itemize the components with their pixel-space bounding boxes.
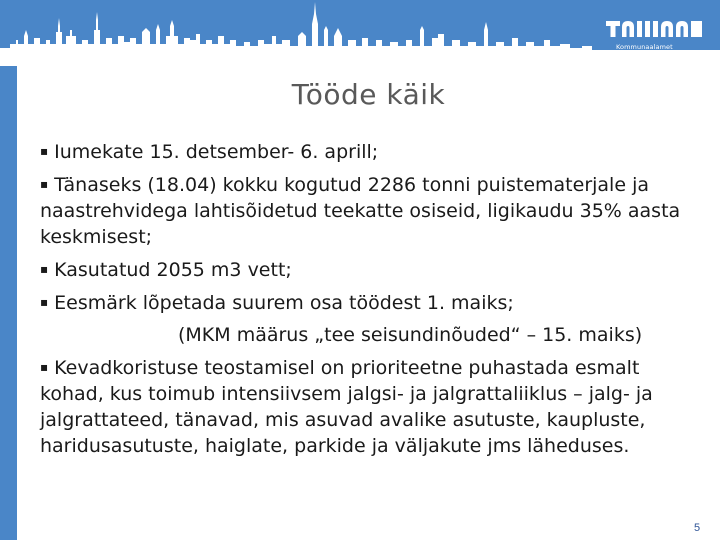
header-banner [0, 0, 720, 66]
tallinn-logo [606, 18, 704, 52]
bullet-text: Tänaseks (18.04) kokku kogutud 2286 tonni puistematerjale ja naastrehvidega lahtisõidetud teekatte osiseid, ligikaudu 35% aasta keskmisest; [40, 174, 681, 248]
department-name: Kommunaalamet [616, 43, 673, 51]
slide-body [40, 138, 705, 465]
bullet-icon: ▪ [40, 177, 49, 191]
bullet-text: Kevadkoristuse teostamisel on prioriteetne puhastada esmalt kohad, kus toimub intensiivsem jalgsi- ja jalgrattaliiklus – jalg- ja jalgrattateed, tänavad, mis asuvad avalike asutuste, kaupluste, haridusasutuste, haiglate, parkide ja väljakute jms läheduses. [40, 357, 653, 457]
bullet-item [40, 289, 705, 316]
bullet-text: Iumekate 15. detsember- 6. aprill; [54, 141, 379, 163]
left-accent-bar [0, 0, 17, 540]
bullet-item [40, 354, 705, 459]
bullet-text: Kasutatud 2055 m3 vett; [54, 259, 292, 281]
bullet-icon: ▪ [40, 295, 49, 309]
bullet-item [40, 171, 705, 250]
bullet-icon: ▪ [40, 360, 49, 374]
bullet-icon: ▪ [40, 262, 49, 276]
regulation-note: (MKM määrus „tee seisundinõuded“ – 15. maiks) [178, 324, 643, 346]
bullet-item [40, 256, 705, 283]
page-number: 5 [694, 522, 701, 534]
slide-title: Tööde käik [291, 78, 446, 111]
tallinn-wordmark-icon [606, 18, 704, 40]
bullet-item [40, 138, 705, 165]
bullet-text: Eesmärk lõpetada suurem osa töödest 1. maiks; [54, 292, 514, 314]
bullet-icon: ▪ [40, 144, 49, 158]
